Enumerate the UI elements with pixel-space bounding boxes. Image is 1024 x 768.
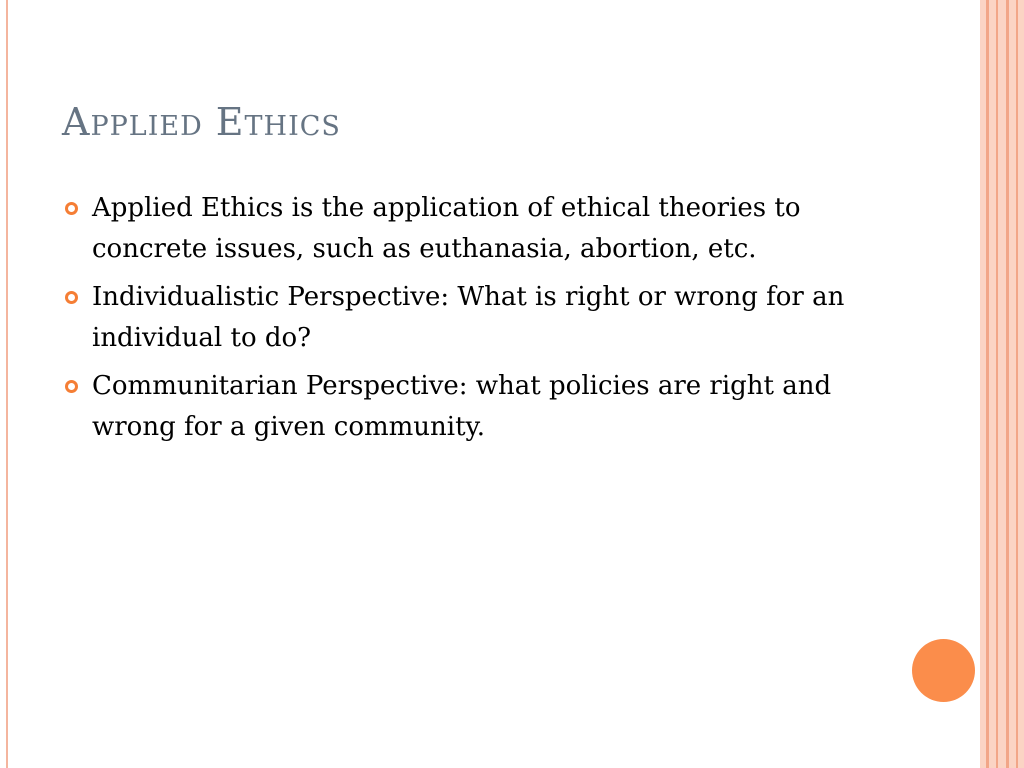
bullet-text: Communitarian Perspective: what policies are right and wrong for a given community. bbox=[92, 371, 832, 442]
bullet-text: Individualistic Perspective: What is right or wrong for an individual to do? bbox=[92, 282, 845, 353]
bullet-circle-icon bbox=[65, 380, 78, 393]
bullet-item bbox=[62, 277, 852, 359]
right-border-line-4 bbox=[1016, 0, 1018, 768]
right-border-line-2 bbox=[996, 0, 998, 768]
bullet-item bbox=[62, 188, 852, 270]
bullet-item bbox=[62, 366, 852, 448]
left-border-line bbox=[6, 0, 8, 768]
slide-title: Applied Ethics bbox=[62, 100, 341, 144]
right-border-line-1 bbox=[986, 0, 989, 768]
bullet-circle-icon bbox=[65, 291, 78, 304]
orange-circle-decoration-icon bbox=[912, 639, 975, 702]
bullet-circle-icon bbox=[65, 202, 78, 215]
bullet-text: Applied Ethics is the application of ethical theories to concrete issues, such as euthanasia, abortion, etc. bbox=[92, 193, 801, 264]
bullet-list bbox=[62, 188, 852, 455]
right-border-line-3 bbox=[1006, 0, 1009, 768]
